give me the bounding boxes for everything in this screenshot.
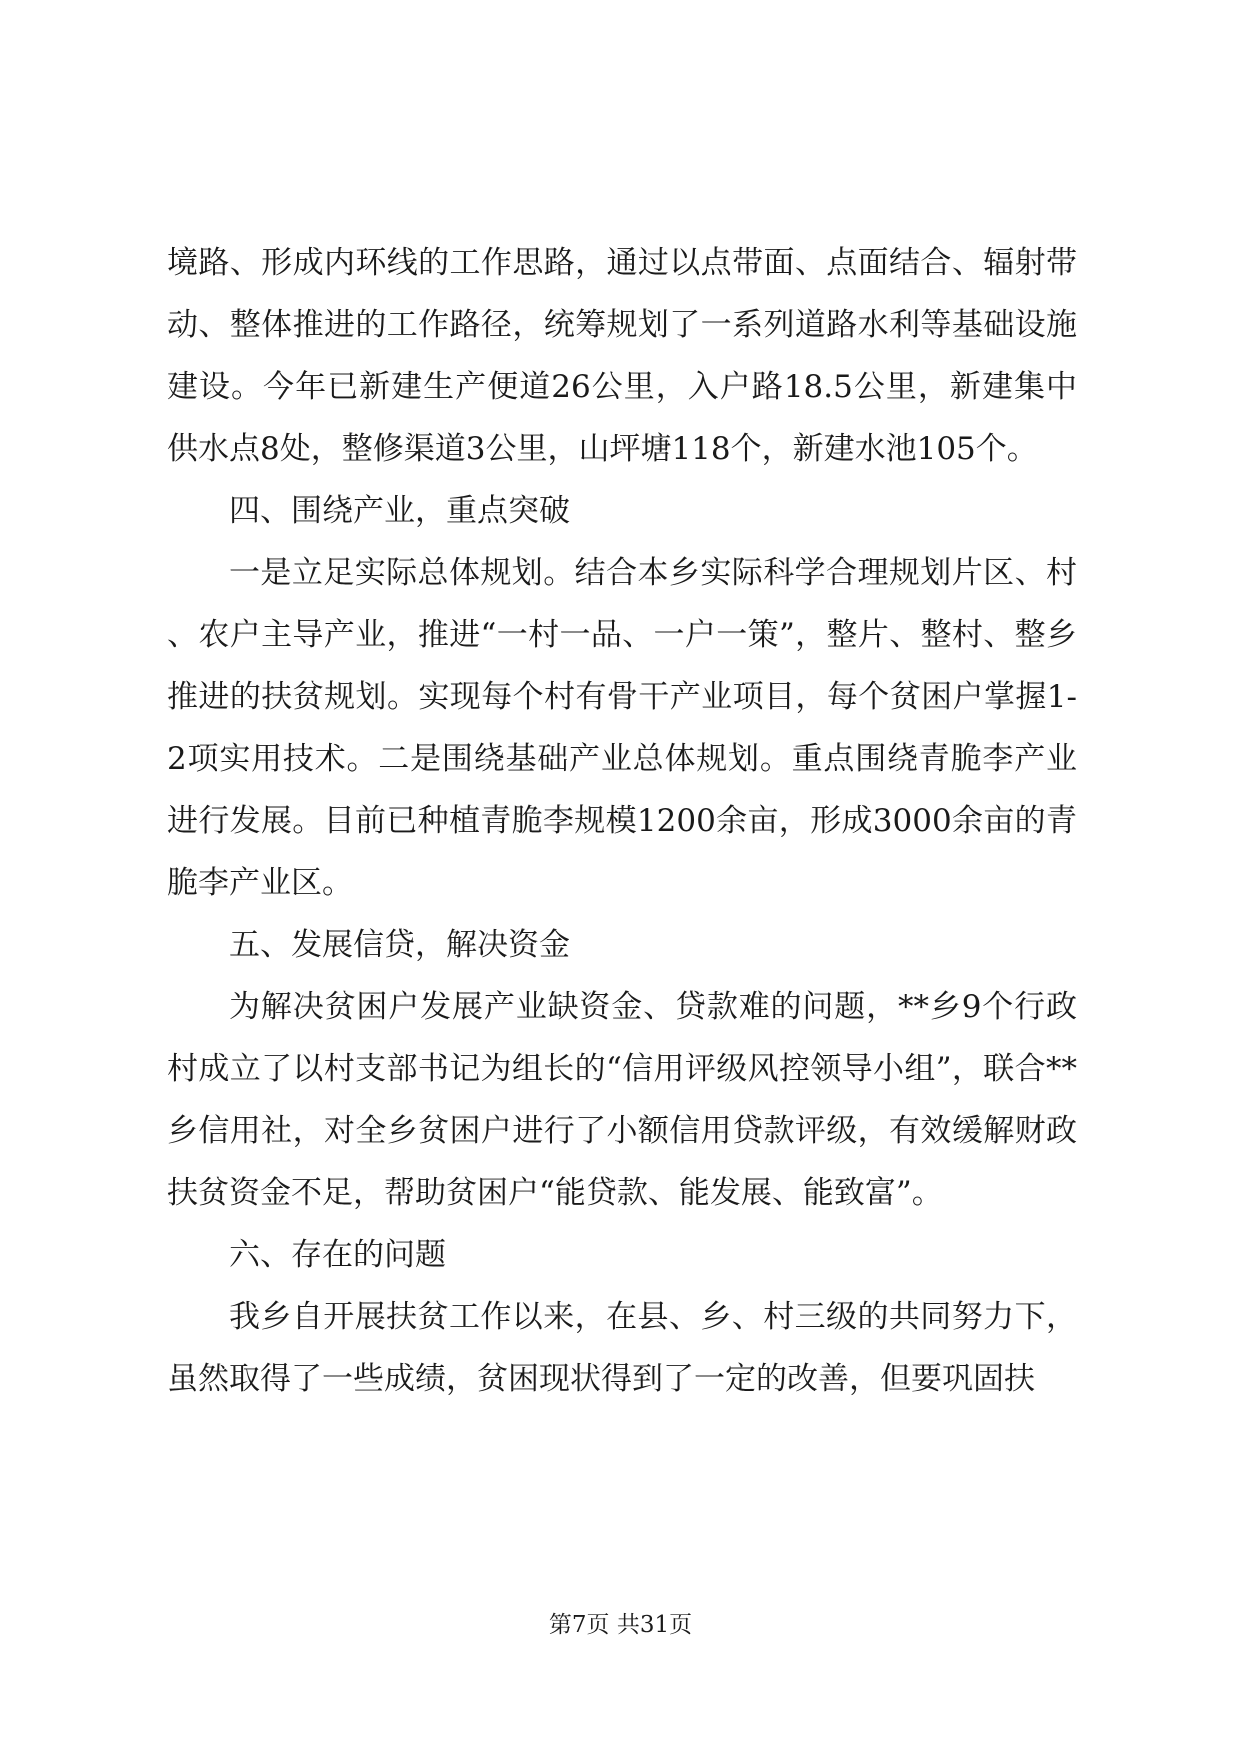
section-heading-problems: 六、存在的问题 [229,1237,446,1273]
document-body [167,232,1077,1410]
paragraph-infrastructure: 境路、形成内环线的工作思路，通过以点带面、点面结合、辐射带动、整体推进的工作路径，统筹规划了一系列道路水利等基础设施建设。今年已新建生产便道26公里，入户路18.5公里，新建集中供水点8处，整修渠道3公里，山坪塘118个，新建水池105个。 [167,245,1077,467]
paragraph-industry: 一是立足实际总体规划。结合本乡实际科学合理规划片区、村、农户主导产业，推进“一村一品、一户一策”，整片、整村、整乡推进的扶贫规划。实现每个村有骨干产业项目，每个贫困户掌握1-2项实用技术。二是围绕基础产业总体规划。重点围绕青脆李产业进行发展。目前已种植青脆李规模1200余亩，形成3000余亩的青脆李产业区。 [167,555,1077,901]
paragraph-problems: 我乡自开展扶贫工作以来，在县、乡、村三级的共同努力下，虽然取得了一些成绩，贫困现状得到了一定的改善，但要巩固扶 [167,1299,1077,1397]
paragraph-credit: 为解决贫困户发展产业缺资金、贷款难的问题，**乡9个行政村成立了以村支部书记为组长的“信用评级风控领导小组”，联合**乡信用社，对全乡贫困户进行了小额信用贷款评级，有效缓解财政扶贫资金不足，帮助贫困户“能贷款、能发展、能致富”。 [167,989,1077,1211]
section-heading-credit: 五、发展信贷，解决资金 [229,927,570,963]
section-heading-industry: 四、围绕产业，重点突破 [229,493,570,529]
page-number-footer: 第7页 共31页 [548,1612,693,1638]
